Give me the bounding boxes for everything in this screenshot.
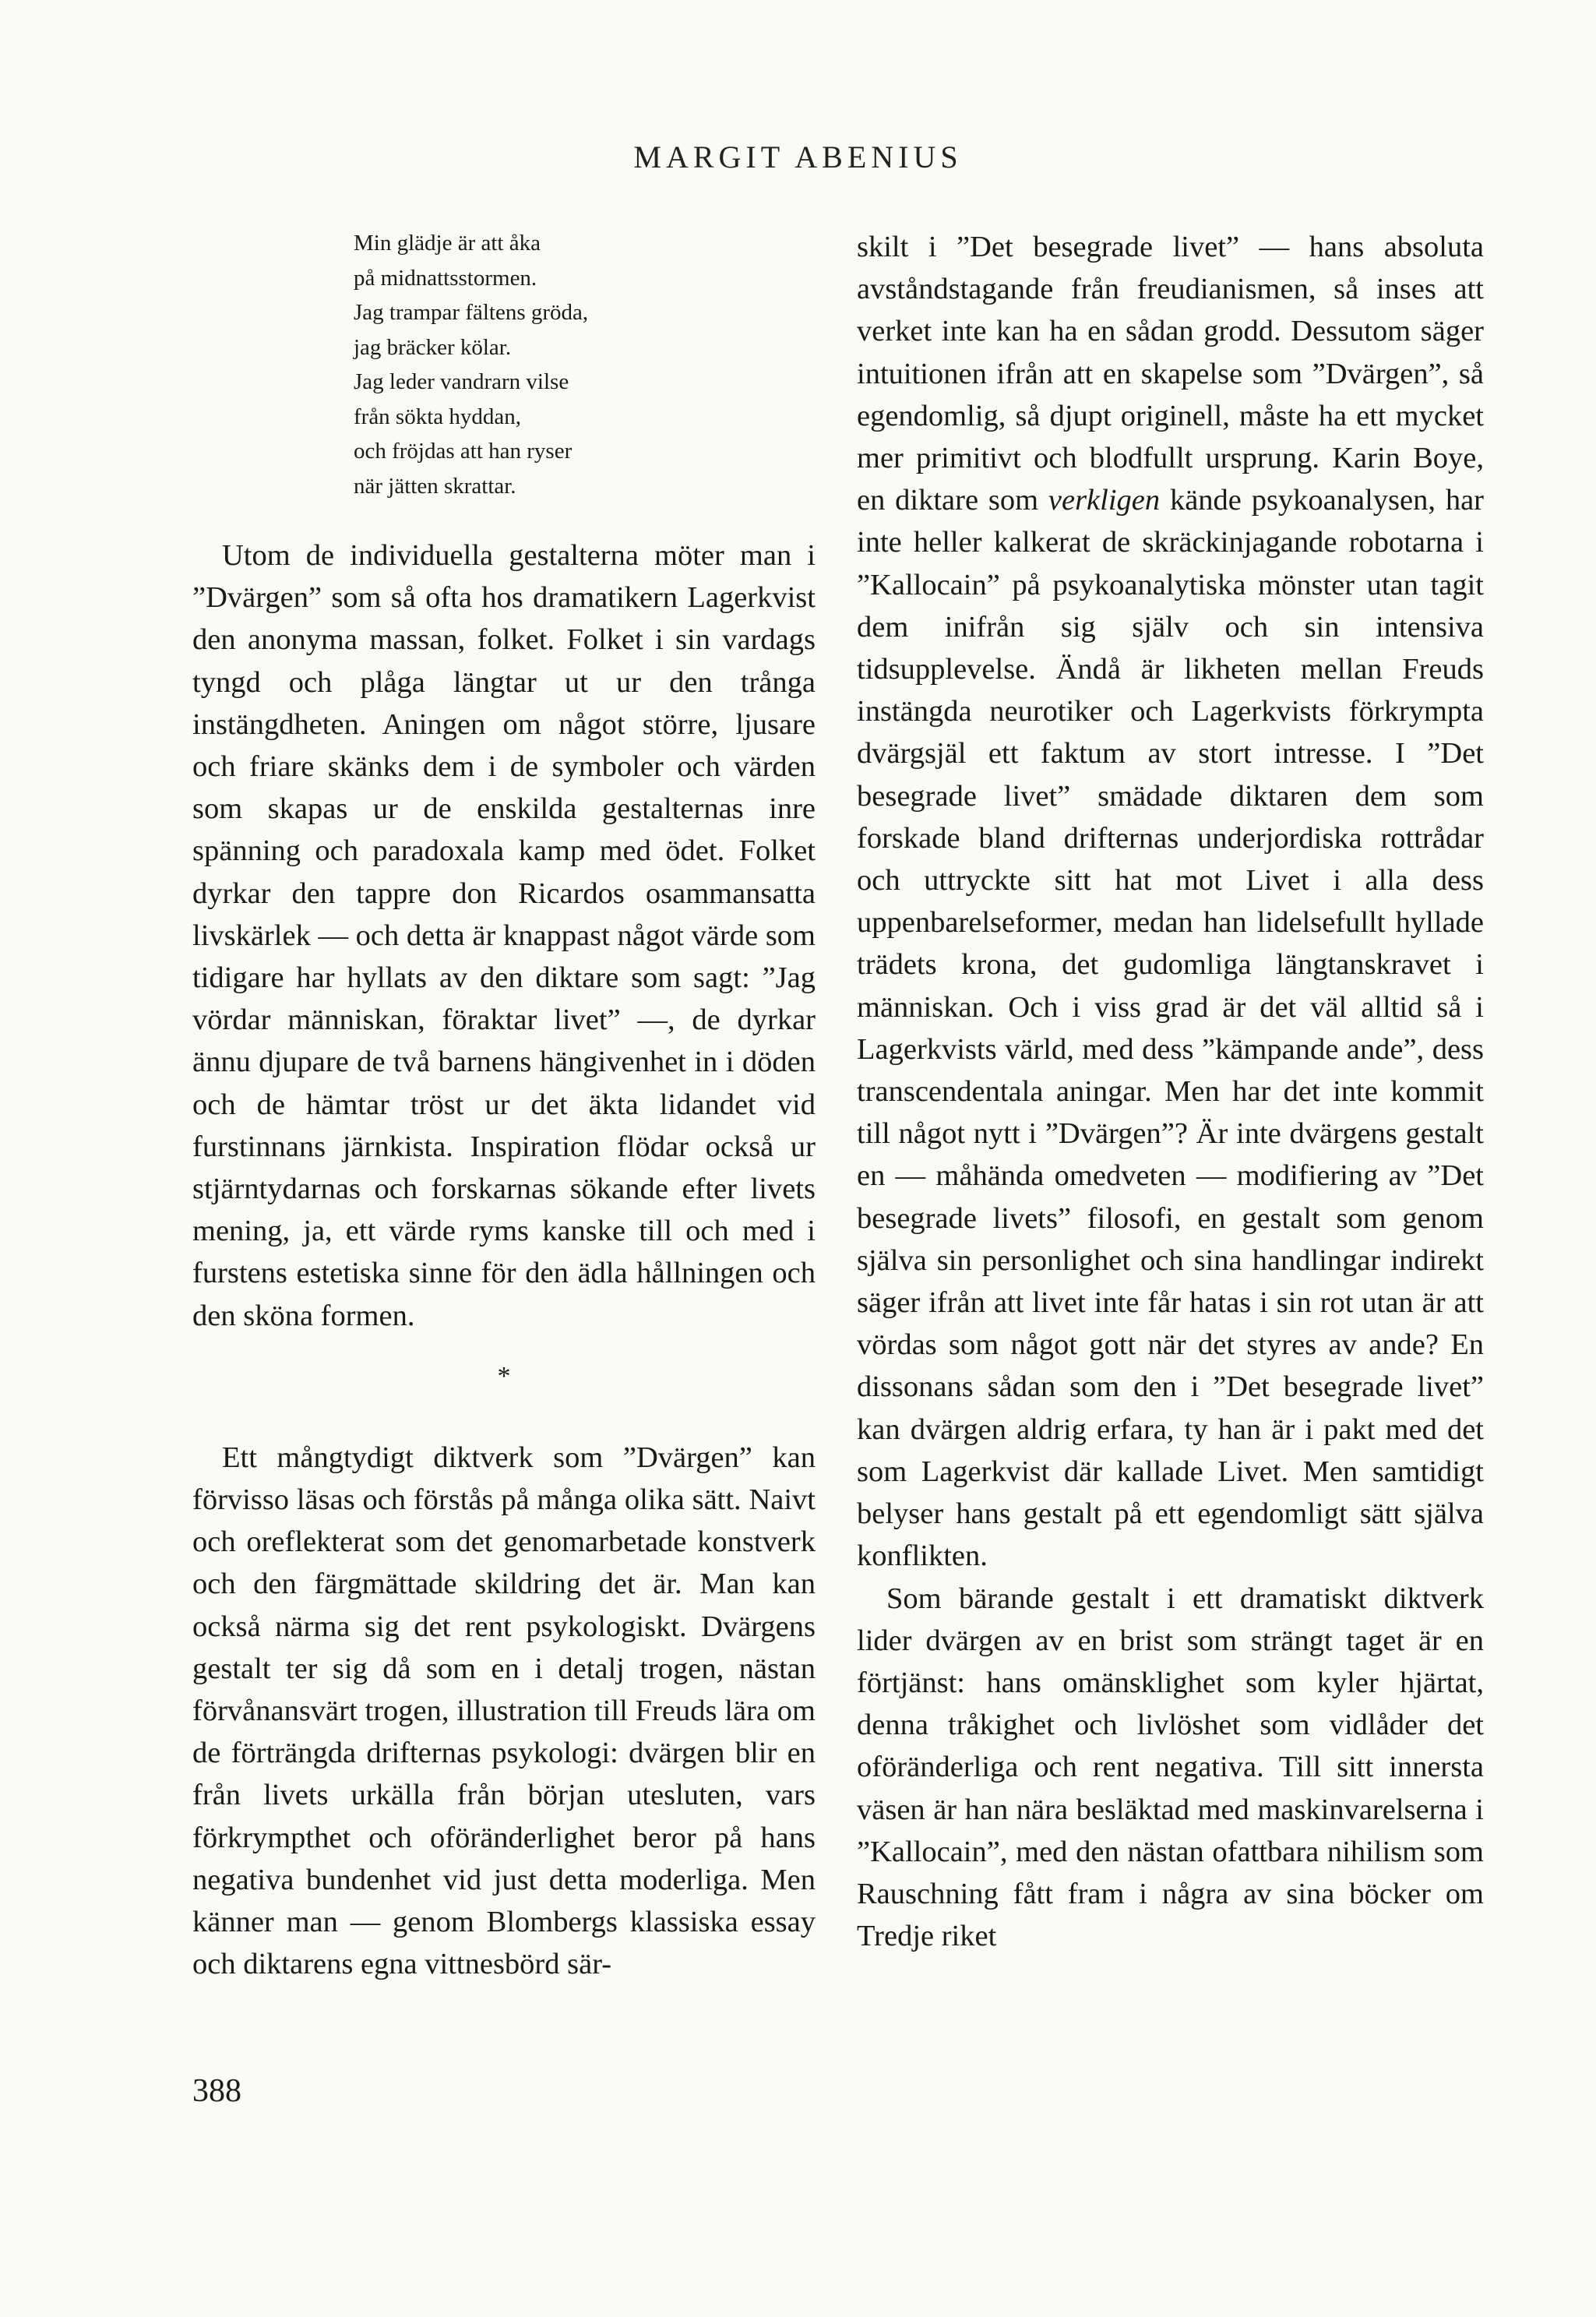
verse-line: Jag leder vandrarn vilse <box>354 369 569 394</box>
verse-quote <box>354 226 816 503</box>
text-run: kände psykoanalysen, har inte heller kalkerat de skräckinjagande robotarna i ”Kallocain” på psykoanalytiska mönster utan tagit dem inifrån sig själv och sin intensiva tidsupplevelse. Ändå är likheten mellan Freuds instängda neurotiker och Lagerkvists förkrympta dvärgsjäl ett faktum av stort intresse. I ”Det besegrade livet” smädade diktaren dem som forskade bland drifternas underjordiska rottrådar och uttryckte sitt hat mot Livet i alla dess uppenbarelseformer, medan han lidelsefullt hyllade trädets krona, det gudomliga längtanskravet i människan. Och i viss grad är det väl alltid så i Lagerkvists värld, med dess ”kämpande ande”, dess transcendentala aningar. Men har det inte kommit till något nytt i ”Dvärgen”? Är inte dvärgens gestalt en — måhända omedveten — modifiering av ”Det besegrade livets” filosofi, en gestalt som genom själva sin personlighet och sina handlingar indirekt säger ifrån att livet inte får hatas i sin rot utan är att vördas som något gott när det styres av ande? En dissonans sådan som den i ”Det besegrade livet” kan dvärgen aldrig erfara, ty han är i pakt med det som Lagerkvist där kallade Livet. Men samtidigt belyser hans gestalt på ett egendomligt sätt själva konflikten. <box>857 484 1484 1573</box>
text-run: skilt i ”Det besegrade livet” — hans absoluta avståndstagande från freudianismen, så inses att verket inte kan ha en sådan grodd. Dessutom säger intuitionen ifrån att en skapelse som ”Dvärgen”, så egendomlig, så djupt originell, måste ha ett mycket mer primitivt och blodfullt ursprung. Karin Boye, en diktare som <box>857 231 1484 517</box>
verse-line: Min glädje är att åka <box>354 231 541 256</box>
left-column <box>192 226 816 1986</box>
emphasis-text: verkligen <box>1048 484 1161 517</box>
body-paragraph: Som bärande gestalt i ett dramatiskt diktverk lider dvärgen av en brist som strängt taget är en förtjänst: hans omänsklighet som kyler hjärtat, denna tråkighet och livlöshet som vidlåder det oföränderliga och rent negativa. Till sitt innersta väsen är han nära besläktad med maskinvarelserna i ”Kallocain”, med den nästan ofattbara nihilism som Rauschning fått fram i några av sina böcker om Tredje riket <box>857 1582 1484 1953</box>
verse-line: när jätten skrattar. <box>354 473 516 499</box>
verse-line: Jag trampar fältens gröda, <box>354 300 589 325</box>
page-number: 388 <box>192 2073 241 2109</box>
running-header: MARGIT ABENIUS <box>633 139 963 175</box>
section-separator: * <box>497 1361 511 1391</box>
verse-line: och fröjdas att han ryser <box>354 439 573 464</box>
right-column <box>857 226 1484 1957</box>
verse-line: jag bräcker kölar. <box>354 334 512 360</box>
verse-line: från sökta hyddan, <box>354 404 522 429</box>
body-paragraph <box>857 226 1484 1578</box>
verse-line: på midnattsstormen. <box>354 265 537 291</box>
body-paragraph: Utom de individuella gestalterna möter man i ”Dvärgen” som så ofta hos dramatikern Lagerkvist den anonyma massan, folket. Folket i sin vardags tyngd och plåga längtar ut ur den trånga instängdheten. Aningen om något större, ljusare och friare skänks dem i de symboler och värden som skapas ur de enskilda gestalternas inre spänning och paradoxala kamp med ödet. Folket dyrkar den tappre don Ricardos osammansatta livskärlek — och detta är knappast något värde som tidigare har hyllats av den diktare som sagt: ”Jag vördar människan, föraktar livet” —, de dyrkar ännu djupare de två barnens hängivenhet in i döden och de hämtar tröst ur det äkta lidandet vid furstinnans järnkista. Inspiration flödar också ur stjärntydarnas och forskarnas sökande efter livets mening, ja, ett värde ryms kanske till och med i furstens estetiska sinne för den ädla hållningen och den sköna formen. <box>192 539 816 1332</box>
body-paragraph: Ett mångtydigt diktverk som ”Dvärgen” kan förvisso läsas och förstås på många olika sätt. Naivt och oreflekterat som det genomarbetade konstverk och den färgmättade skildring det är. Man kan också närma sig det rent psykologiskt. Dvärgens gestalt ter sig då som en i detalj trogen, nästan förvånansvärt trogen, illustration till Freuds lära om de förträngda drifternas psykologi: dvärgen blir en från livets urkälla från början utesluten, vars förkrympthet och oföränderlighet beror på hans negativa bundenhet vid just detta moderliga. Men känner man — genom Blombergs klassiska essay och diktarens egna vittnesbörd sär- <box>192 1441 816 1981</box>
